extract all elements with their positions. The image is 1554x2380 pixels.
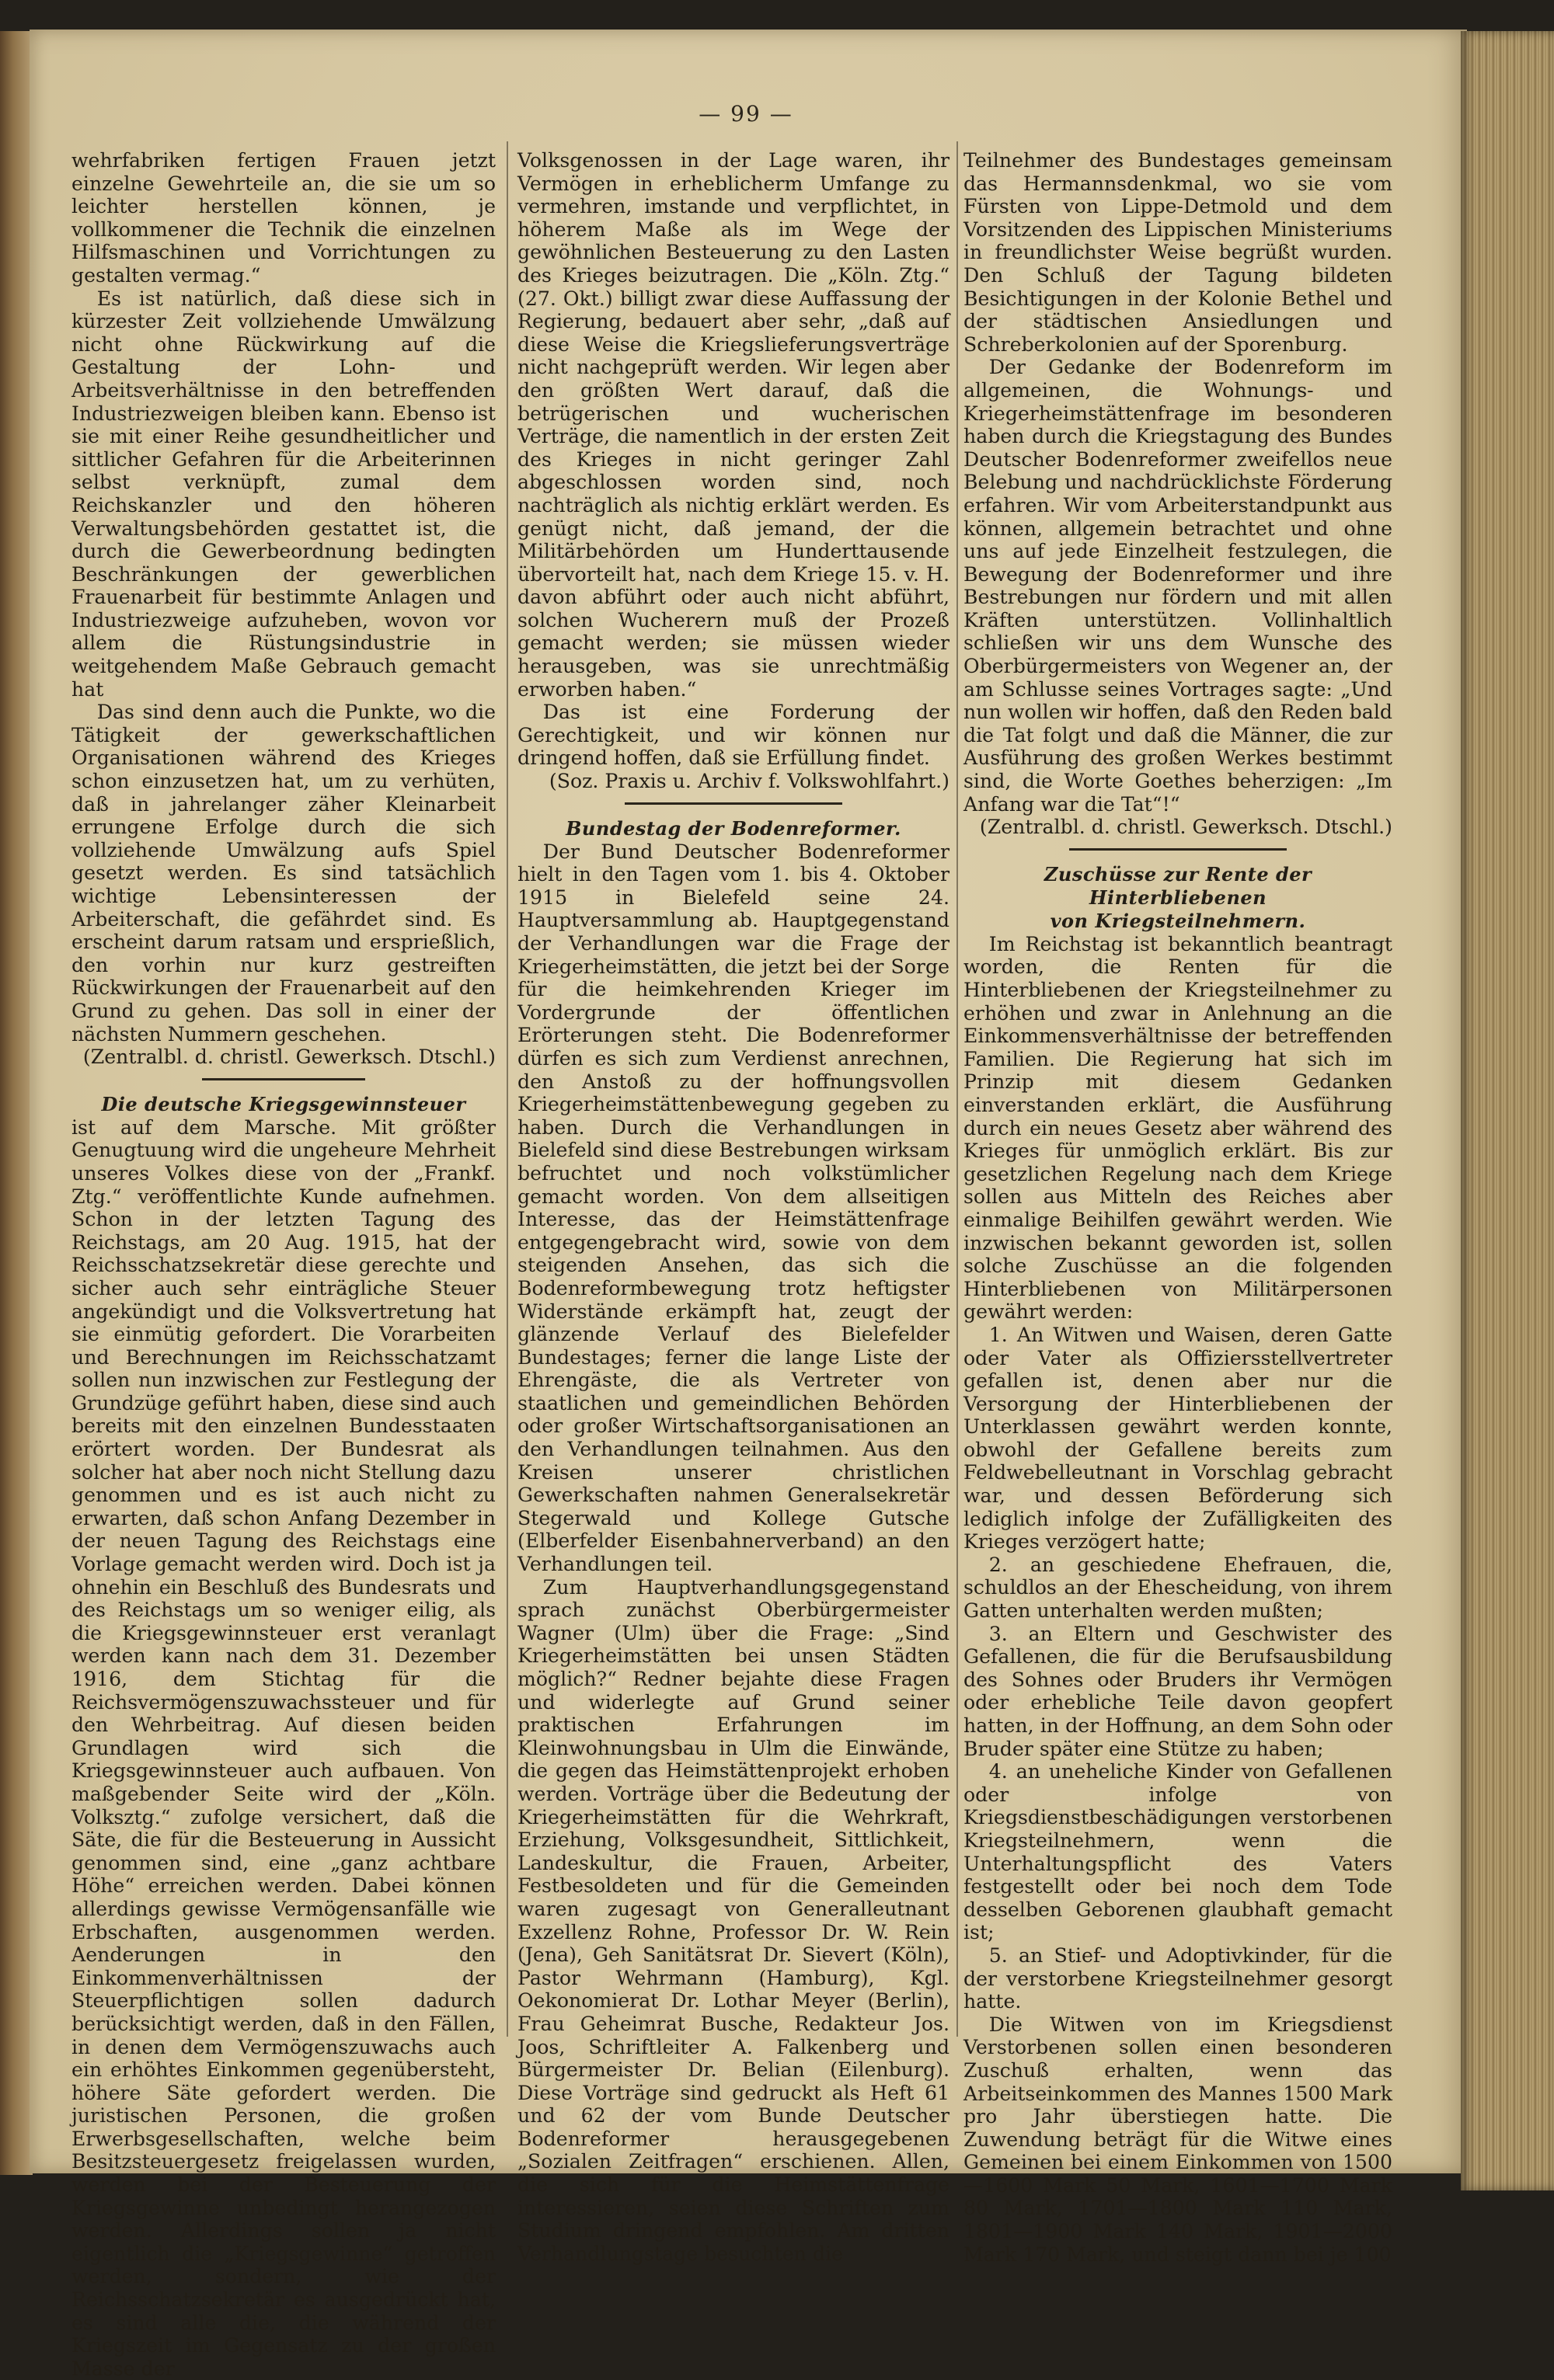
paragraph: Im Reichstag ist bekanntlich beantragt worden, die Renten für die Hinterbliebenen der Kriegsteilnehmer zu erhöhen und zwar in Anlehnung an die Einkommensverhältnisse der betreffenden Familien. Die Regierung hat sich im Prinzip mit diesem Gedanken einverstanden erklärt, die Ausführung durch ein neues Gesetz aber während des Krieges für unmöglich erklärt. Bis zur gesetzlichen Regelung nach dem Kriege sollen aus Mitteln des Reiches aber einmalige Beihilfen gewährt werden. Wie inzwischen bekannt geworden ist, sollen solche Zuschüsse an die folgenden Hinterbliebenen von Militärpersonen gewährt werden: [963,932,1392,1324]
list-item: 5. an Stief- und Adoptivkinder, für die der verstorbene Kriegsteilnehmer gesorgt hatte. [963,1943,1392,2013]
paragraph: Die Witwen von im Kriegsdienst Verstorbenen sollen einen besonderen Zuschuß erhalten, wenn das Arbeitseinkommen des Mannes 1500 Mark pro Jahr überstiegen hatte. Die Zuwendung beträgt für die Witwe eines Gemeinen bei einem Einkommen von 1500—1600 Mark 50 Mark, 1601—1700 Mark 80 Mark, 1701—1800 Mark 110 Mark, 1801—1900 Mark 140 Mark, 1901—2000 Mark 170 Mark, und steigt dann bei je 100 [963,2013,1392,2266]
paragraph: Teilnehmer des Bundestages gemeinsam das Hermannsdenkmal, wo sie vom Fürsten von Lippe-Detmold und dem Vorsitzenden des Lippischen Ministeriums in freundlichster Weise begrüßt wurden. Den Schluß der Tagung bildeten Besichtigungen in der Kolonie Bethel und der städtischen Ansiedlungen und Schreberkolonien auf der Sporenburg. [963,149,1392,356]
paragraph: ist auf dem Marsche. Mit größter Genugtuung wird die ungeheure Mehrheit unseres Volkes diese von der „Frankf. Ztg.“ veröffentlichte Kunde aufnehmen. Schon in der letzten Tagung des Reichstags, am 20 Aug. 1915, hat der Reichsschatzsekretär diese gerechte und sicher auch sehr einträgliche Steuer angekündigt und die Volksvertretung hat sie einmütig gefordert. Die Vorarbeiten und Berechnungen im Reichsschatzamt sollen nun inzwischen zur Festlegung der Grundzüge geführt haben, diese sind auch bereits mit den einzelnen Bundesstaaten erörtert worden. Der Bundesrat als solcher hat aber noch nicht Stellung dazu genommen und es ist auch nicht zu erwarten, daß schon Anfang Dezember in der neuen Tagung des Reichstags eine Vorlage gemacht werden wird. Doch ist ja ohnehin ein Beschluß des Bundesrats und des Reichstags um so weniger eilig, als die Kriegsgewinnsteuer erst veranlagt werden kann nach dem 31. Dezember 1916, dem Stichtag für die Reichsvermögenszuwachssteuer und für den Wehrbeitrag. Auf diesen beiden Grundlagen wird sich die Kriegsgewinnsteuer auch aufbauen. Von maßgebender Seite wird der „Köln. Volksztg.“ zufolge versichert, daß die Säte, die für die Besteuerung in Aussicht genommen sind, eine „ganz achtbare Höhe“ erreichen werden. Dabei können allerdings gewisse Vermögensanfälle wie Erbschaften, ausgenommen werden. Aenderungen in den Einkommenverhältnissen der Steuerpflichtigen sollen dadurch berücksichtigt werden, daß in den Fällen, in denen dem Vermögenszuwachs auch ein erhöhtes Einkommen gegenübersteht, höhere Säte gefordert werden. Die juristischen Personen, die großen Erwerbsgesellschaften, welche beim Besitzsteuergesetz freigelassen wurden, werden bei der Besteuerung der Kriegsgewinne unbedingt herangezogen werden. Allerdings sollen ja nicht eigentlich die „Kriegsgewinne“ getroffen werden, sondern, wie der Reichsschatzsekretär es ausgedrückt hat, es sind alle die, die während der Kriegszeit im Gegensatz zu der großen Masse der [71,1115,496,2380]
paragraph: Volksgenossen in der Lage waren, ihr Vermögen in erheblicherm Umfange zu vermehren, imstande und verpflichtet, in höherem Maße als im Wege der gewöhnlichen Besteuerung zu den Lasten des Krieges beizutragen. Die „Köln. Ztg.“ (27. Okt.) billigt zwar diese Auffassung der Regierung, bedauert aber sehr, „daß auf diese Weise die Kriegslieferungsverträge nicht nachgeprüft werden. Wir legen aber den größten Wert darauf, daß die betrügerischen und wucherischen Verträge, die namentlich in der ersten Zeit des Krieges in nicht geringer Zahl abgeschlossen worden sind, noch nachträglich als nichtig erklärt werden. Es genügt nicht, daß jemand, der die Militärbehörden um Hunderttausende übervorteilt hat, nach dem Kriege 15. v. H. davon abführt oder auch nicht abführt, solchen Wucherern muß der Prozeß gemacht werden; sie müssen wieder herausgeben, was sie unrechtmäßig erworben haben.“ [517,149,949,701]
paragraph: Das ist eine Forderung der Gerechtigkeit, und wir können nur dringend hoffen, daß sie Erfüllung findet. [517,701,949,770]
list-item: 2. an geschiedene Ehefrauen, die, schuldlos an der Ehescheidung, von ihrem Gatten unterhalten werden mußten; [963,1553,1392,1623]
source-citation: (Soz. Praxis u. Archiv f. Volkswohlfahrt.) [549,770,949,793]
paragraph: Der Gedanke der Bodenreform im allgemeinen, die Wohnungs- und Kriegerheimstättenfrage im besonderen haben durch die Kriegstagung des Bundes Deutscher Bodenreformer zweifellos neue Belebung und nachdrücklichste Förderung erfahren. Wir vom Arbeiterstandpunkt aus können, allgemein betrachtet und ohne uns auf jede Einzelheit festzulegen, die Bewegung der Bodenreformer und ihre Bestrebungen nur fördern und mit allen Kräften unterstützen. Vollinhaltlich schließen wir uns dem Wunsche des Oberbürgermeisters von Wegener an, der am Schlusse seines Vortrages sagte: „Und nun wollen wir hoffen, daß den Reden bald die Tat folgt und daß die Männer, die zur Ausführung des großen Werkes bestimmt sind, die Worte Goethes beherzigen: „Im Anfang war die Tat“!“ [963,356,1392,816]
section-rule [625,802,842,805]
list-item: 4. an uneheliche Kinder von Gefallenen oder infolge von Kriegsdienstbeschädigungen verstorbenen Kriegsteilnehmern, wenn die Unterhaltungspflicht des Vaters festgestellt oder bei noch dem Tode desselben Geborenen glaubhaft gemacht ist; [963,1760,1392,1944]
column-middle [517,149,949,2265]
source-citation: (Zentralbl. d. christl. Gewerksch. Dtschl.) [979,816,1392,839]
list-item: 3. an Eltern und Geschwister des Gefallenen, die für die Berufsausbildung des Sohnes oder Bruders ihr Vermögen oder erhebliche Teile davon geopfert hatten, in der Hoffnung, an dem Sohn oder Bruder später eine Stütze zu haben; [963,1622,1392,1760]
paragraph: Der Bund Deutscher Bodenreformer hielt in den Tagen vom 1. bis 4. Oktober 1915 in Bielefeld seine 24. Hauptversammlung ab. Hauptgegenstand der Verhandlungen war die Frage der Kriegerheimstätten, die jetzt bei der Sorge für die heimkehrenden Krieger im Vordergrunde der öffentlichen Erörterungen steht. Die Bodenreformer dürfen es sich zum Verdienst anrechnen, den Anstoß zu der hoffnungsvollen Kriegerheimstättenbewegung gegeben zu haben. Durch die Verhandlungen in Bielefeld sind diese Bestrebungen wirksam befruchtet und noch volkstümlicher gemacht worden. Von dem allseitigen Interesse, das der Heimstättenfrage entgegengebracht wird, sowie von dem steigenden Ansehen, das sich die Bodenreformbewegung trotz heftigster Widerstände erkämpft hat, zeugt der glänzende Verlauf des Bielefelder Bundestages; ferner die lange Liste der Ehrengäste, die als Vertreter von staatlichen und gemeindlichen Behörden oder großer Wirtschaftsorganisationen an den Verhandlungen teilnahmen. Aus den Kreisen unserer christlichen Gewerkschaften nahmen Generalsekretär Stegerwald und Kollege Gutsche (Elberfelder Eisenbahnerverband) an den Verhandlungen teil. [517,840,949,1576]
list-item: 1. An Witwen und Waisen, deren Gatte oder Vater als Offiziersstellvertreter gefallen ist, denen aber nur die Versorgung der Hinterbliebenen der Unterklassen gewährt werden konnte, obwohl der Gefallene bereits zum Feldwebelleutnant in Vorschlag gebracht war, und dessen Beförderung sich lediglich infolge der Zufälligkeiten des Krieges verzögert hatte; [963,1323,1392,1554]
page-number: — 99 — [699,101,793,127]
column-left [71,149,496,2380]
article-heading: Zuschüsse zur Rente der Hinterbliebenen [1044,862,1312,909]
section-rule [1069,848,1287,851]
column-separator-right [956,141,958,2037]
column-right [963,149,1392,2266]
paragraph: wehrfabriken fertigen Frauen jetzt einzelne Gewehrteile an, die sie um so leichter herstellen können, je vollkommener die Technik die einzelnen Hilfsmaschinen und Vorrichtungen zu gestalten vermag.“ [71,149,496,287]
book-left-edge [0,31,33,2175]
article-heading: Bundestag der Bodenreformer. [566,816,901,840]
paragraph: Es ist natürlich, daß diese sich in kürzester Zeit vollziehende Umwälzung nicht ohne Rückwirkung auf die Gestaltung der Lohn- und Arbeitsverhältnisse in den betreffenden Industriezweigen bleiben kann. Ebenso ist sie mit einer Reihe gesundheitlicher und sittlicher Gefahren für die Arbeiterinnen selbst verknüpft, zumal dem Reichskanzler und den höheren Verwaltungsbehörden gestattet ist, die durch die Gewerbeordnung bedingten Beschränkungen der gewerblichen Frauenarbeit für bestimmte Anlagen und Industriezweige aufzuheben, wovon vor allem die Rüstungsindustrie in weitgehendem Maße Gebrauch gemacht hat [71,287,496,701]
book-page-stack [1461,31,1554,2190]
article-heading-line2: von Kriegsteilnehmern. [1050,909,1306,932]
source-citation: (Zentralbl. d. christl. Gewerksch. Dtschl.) [82,1046,496,1069]
article-heading: Die deutsche Kriegsgewinnsteuer [101,1092,466,1115]
paragraph: Das sind denn auch die Punkte, wo die Tätigkeit der gewerkschaftlichen Organisationen während des Krieges schon einzusetzen hat, um zu verhüten, daß in jahrelanger zäher Kleinarbeit errungene Erfolge durch die sich vollziehende Umwälzung aufs Spiel gesetzt werden. Es sind tatsächlich wichtige Lebensinteressen der Arbeiterschaft, die gefährdet sind. Es erscheint darum ratsam und ersprießlich, den vorhin nur kurz gestreiften Rückwirkungen der Frauenarbeit auf den Grund zu gehen. Das soll in einer der nächsten Nummern geschehen. [71,701,496,1046]
paragraph: Zum Hauptverhandlungsgegenstand sprach zunächst Oberbürgermeister Wagner (Ulm) über die Frage: „Sind Kriegerheimstätten bei unsen Städten möglich?“ Redner bejahte diese Fragen und widerlegte auf Grund seiner praktischen Erfahrungen im Kleinwohnungsbau in Ulm die Einwände, die gegen das Heimstättenprojekt erhoben werden. Vorträge über die Bedeutung der Kriegerheimstätten für die Wehrkraft, Erziehung, Volksgesundheit, Sittlichkeit, Landeskultur, die Frauen, Arbeiter, Festbesoldeten und für die Gemeinden waren zugesagt von Generalleutnant Exzellenz Rohne, Professor Dr. W. Rein (Jena), Geh Sanitätsrat Dr. Sievert (Köln), Pastor Wehrmann (Hamburg), Kgl. Oekonomierat Dr. Lothar Meyer (Berlin), Frau Geheimrat Busche, Redakteur Jos. Joos, Schriftleiter A. Falkenberg und Bürgermeister Dr. Belian (Eilenburg). Diese Vorträge sind gedruckt als Heft 61 und 62 der vom Bunde Deutscher Bodenreformer herausgegebenen „Sozialen Zeitfragen“ erschienen. Allen, die sich für die Heimstättenfrage interessieren, seien diese Schriften zum Studium dringend empfohlen. Am dritten Verhandlungstage besuchten die [517,1575,949,2265]
column-separator-left [507,141,508,2037]
section-rule [202,1078,365,1080]
